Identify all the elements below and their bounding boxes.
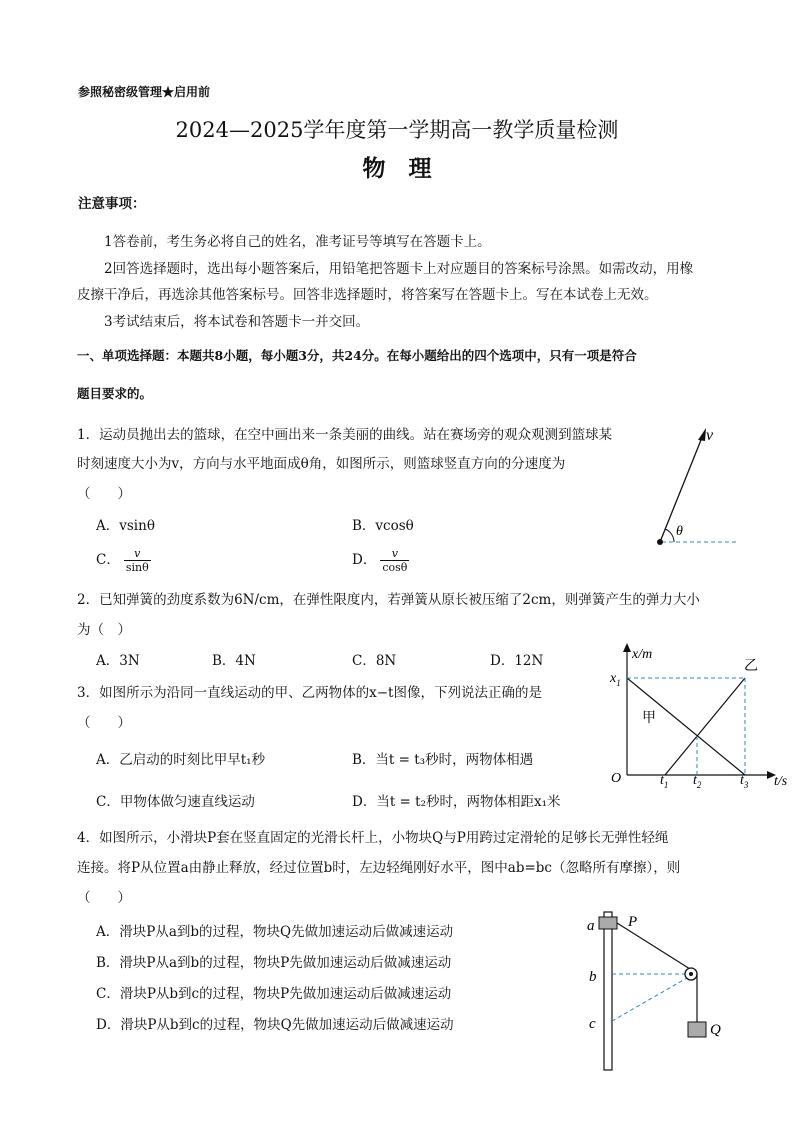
q3-option-b: B．当t = t₃秒时，两物体相遇 — [352, 752, 534, 768]
q4-stem-line2: 连接。将P从位置a由静止释放，经过位置b时，左边轻绳刚好水平，图中ab=bc（忽略所有摩擦），则 — [77, 860, 681, 876]
ball-point — [657, 539, 663, 545]
section-1-heading-line2: 题目要求的。 — [77, 386, 153, 401]
block-q — [688, 1022, 706, 1037]
q2-stem-line1: 2．已知弹簧的劲度系数为6N/cm，在弹性限度内，若弹簧从原长被压缩了2cm，则弹簧产生的弹力大小 — [77, 592, 700, 608]
yi-line — [665, 678, 745, 775]
jia-label: 甲 — [642, 711, 656, 726]
q3-xt-graph — [600, 640, 794, 792]
vertical-rod — [604, 912, 612, 1070]
q1-option-c-fraction — [124, 547, 151, 574]
q4-option-b: B．滑块P从a到b的过程，物块P先做加速运动后做减速运动 — [96, 955, 452, 971]
label-b: b — [589, 969, 597, 985]
q4-option-d: D．滑块P从b到c的过程，物块Q先做加速运动后做减速运动 — [96, 1017, 454, 1033]
q1-option-d — [352, 547, 409, 574]
section-1-heading-line1: 一、单项选择题：本题共8小题，每小题3分，共24分。在每小题给出的四个选项中，只有一项是符合 — [77, 348, 637, 363]
q4-stem-line1: 4．如图所示，小滑块P套在竖直固定的光滑长杆上，小物块Q与P用跨过定滑轮的足够长无弹性轻绳 — [77, 830, 669, 846]
q3-answer-paren: （ ） — [77, 715, 131, 731]
q1-option-c-label: C． — [96, 552, 120, 568]
y-axis-arrow — [623, 643, 631, 652]
q2-option-b: B．4N — [212, 653, 256, 669]
q3-option-c: C．甲物体做匀速直线运动 — [96, 794, 255, 810]
x1-label — [609, 671, 621, 688]
q4-pulley-figure — [580, 900, 740, 1075]
x1-main: x — [610, 671, 617, 686]
t2-main: t — [693, 773, 697, 788]
q1-option-a: A．vsinθ — [96, 518, 155, 534]
secrecy-label: 参照秘密级管理★启用前 — [78, 85, 211, 99]
t1-main: t — [660, 773, 664, 788]
q2-option-a: A．3N — [96, 653, 140, 669]
q1-option-c — [96, 547, 151, 574]
q1-answer-paren: （ ） — [77, 486, 131, 502]
velocity-label: v — [706, 427, 714, 444]
y-axis-label: x/m — [632, 647, 653, 662]
x1-sub: 1 — [616, 678, 621, 688]
q1-option-d-fraction — [380, 547, 409, 574]
q1-option-d-numerator: v — [380, 547, 409, 561]
rope-c-dashed — [612, 978, 687, 1021]
q1-option-c-numerator: v — [124, 547, 151, 561]
q1-option-c-denominator: sinθ — [125, 561, 149, 574]
label-c: c — [589, 1016, 596, 1032]
q1-stem-line2: 时刻速度大小为v，方向与水平地面成θ角，如图所示，则篮球竖直方向的分速度为 — [77, 456, 566, 472]
pulley-axle — [689, 972, 693, 976]
q4-option-a: A．滑块P从a到b的过程，物块Q先做加速运动后做减速运动 — [96, 924, 454, 940]
t3-sub: 3 — [743, 780, 749, 790]
q1-velocity-figure — [640, 420, 750, 555]
exam-title: 2024—2025学年度第一学期高一教学质量检测 — [175, 118, 619, 142]
label-p: P — [628, 914, 638, 930]
q1-option-d-label: D． — [352, 552, 377, 568]
yi-label: 乙 — [744, 659, 758, 674]
t1-sub: 1 — [663, 780, 669, 790]
q2-option-d: D．12N — [490, 653, 544, 669]
q3-stem-line1: 3．如图所示为沿同一直线运动的甲、乙两物体的x−t图像，下列说法正确的是 — [77, 685, 542, 701]
notes-item-2a: 2回答选择题时，选出每小题答案后，用铅笔把答题卡上对应题目的答案标号涂黑。如需改动，用橡 — [104, 261, 694, 277]
notes-item-2b: 皮擦干净后，再选涂其他答案标号。回答非选择题时，将答案写在答题卡上。写在本试卷上无效。 — [77, 287, 658, 303]
q2-option-c: C．8N — [352, 653, 397, 669]
notes-heading: 注意事项： — [78, 196, 146, 212]
subject-title: 物 理 — [362, 155, 432, 182]
t2-sub: 2 — [696, 780, 702, 790]
jia-line — [627, 678, 745, 775]
q3-option-a: A．乙启动的时刻比甲早t₁秒 — [96, 752, 266, 768]
t3-main: t — [740, 773, 744, 788]
q2-stem-line2: 为（ ） — [77, 622, 131, 638]
label-a: a — [587, 918, 595, 934]
q4-answer-paren: （ ） — [77, 890, 131, 906]
q1-stem-line1: 1．运动员抛出去的篮球，在空中画出来一条美丽的曲线。站在赛场旁的观众观测到篮球某 — [77, 427, 613, 443]
q1-option-d-denominator: cosθ — [382, 561, 408, 574]
x-axis-label: t/s — [774, 774, 788, 789]
slider-p — [599, 917, 617, 929]
notes-item-1: 1答卷前，考生务必将自己的姓名，准考证号等填写在答题卡上。 — [104, 234, 491, 250]
q1-option-b: B．vcosθ — [352, 518, 414, 534]
velocity-arrowhead — [698, 428, 706, 441]
theta-angle-arc — [665, 529, 674, 542]
q3-option-d: D．当t = t₂秒时，两物体相距x₁米 — [352, 794, 561, 810]
notes-item-3: 3考试结束后，将本试卷和答题卡一并交回。 — [104, 314, 370, 330]
origin-label: O — [611, 771, 622, 786]
theta-label: θ — [676, 524, 683, 539]
q4-option-c: C．滑块P从b到c的过程，物块P先做加速运动后做减速运动 — [96, 986, 452, 1002]
label-q: Q — [710, 1022, 721, 1038]
